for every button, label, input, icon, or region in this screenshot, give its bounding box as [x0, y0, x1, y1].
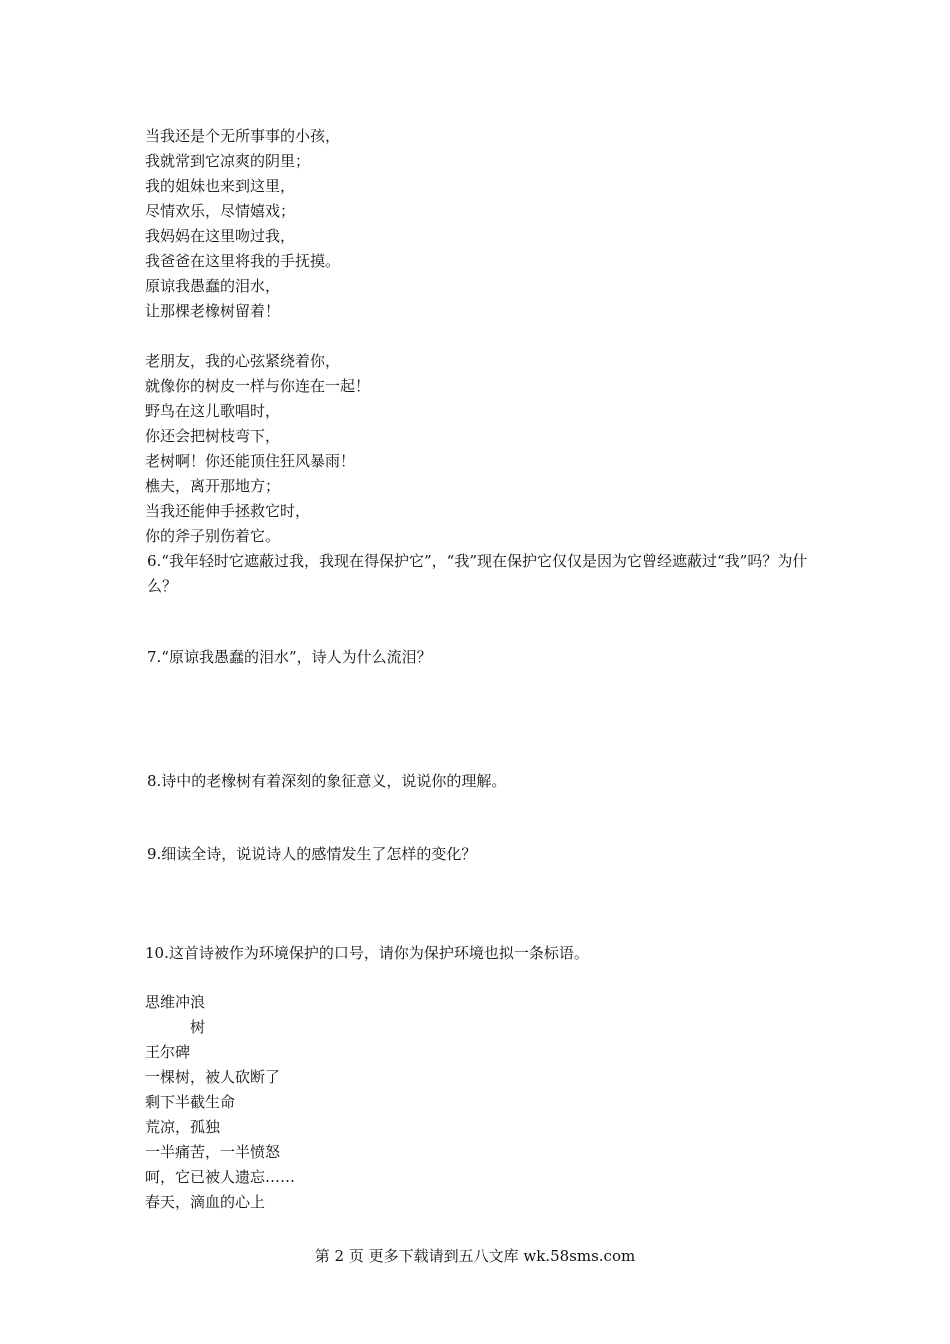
question-8: 8.诗中的老橡树有着深刻的象征意义，说说你的理解。 [147, 772, 507, 790]
poem-line: 樵夫，离开那地方； [145, 477, 281, 495]
poem-author: 王尔碑 [145, 1043, 191, 1061]
poem-stanza-a [145, 124, 825, 324]
poem-line: 野鸟在这儿歌唱时， [145, 402, 281, 420]
poem-line: 剩下半截生命 [145, 1093, 236, 1111]
poem-stanza-b [145, 349, 825, 549]
answer-space-8 [145, 794, 825, 842]
stanza-spacer [145, 324, 825, 349]
poem-line: 老朋友，我的心弦紧绕着你， [145, 352, 341, 370]
answer-space-10 [145, 966, 825, 990]
page-footer: 第 2 页 更多下载请到五八文库 wk.58sms.com [314, 1247, 636, 1265]
question-10: 10.这首诗被作为环境保护的口号，请你为保护环境也拟一条标语。 [145, 944, 589, 962]
poem-line: 我爸爸在这里将我的手抚摸。 [145, 252, 341, 270]
poem-line: 我妈妈在这里吻过我， [145, 227, 296, 245]
section-heading: 思维冲浪 [145, 993, 206, 1011]
poem-line: 让那棵老橡树留着！ [145, 302, 281, 320]
question-9: 9.细读全诗，说说诗人的感情发生了怎样的变化？ [147, 845, 477, 863]
poem-line: 一棵树，被人砍断了 [145, 1068, 281, 1086]
poem-line: 呵，它已被人遗忘…… [145, 1168, 296, 1186]
poem-line: 你还会把树枝弯下， [145, 427, 281, 445]
poem-line: 你的斧子别伤着它。 [145, 527, 281, 545]
poem-line: 原谅我愚蠢的泪水， [145, 277, 281, 295]
poem-line: 我就常到它凉爽的阴里； [145, 152, 311, 170]
answer-space-9 [145, 867, 825, 941]
poem-line: 荒凉，孤独 [145, 1118, 221, 1136]
poem-line: 老树啊！你还能顶住狂风暴雨！ [145, 452, 356, 470]
question-7: 7.“原谅我愚蠢的泪水”，诗人为什么流泪？ [147, 648, 432, 666]
poem-title: 树 [190, 1018, 206, 1036]
poem-line: 尽情欢乐，尽情嬉戏； [145, 202, 296, 220]
poem-line: 春天，滴血的心上 [145, 1193, 266, 1211]
page-content [145, 124, 825, 1215]
poem-line: 当我还能伸手拯救它时， [145, 502, 311, 520]
poem-line: 一半痛苦，一半愤怒 [145, 1143, 281, 1161]
poem-line: 就像你的树皮一样与你连在一起！ [145, 377, 371, 395]
poem-line: 我的姐妹也来到这里， [145, 177, 296, 195]
answer-space-7 [145, 670, 825, 769]
question-6: 6.“我年轻时它遮蔽过我，我现在得保护它”，“我”现在保护它仅仅是因为它曾经遮蔽过“我”吗？为什么？ [147, 552, 808, 595]
answer-space-6 [145, 599, 825, 645]
poem-line: 当我还是个无所事事的小孩， [145, 127, 341, 145]
